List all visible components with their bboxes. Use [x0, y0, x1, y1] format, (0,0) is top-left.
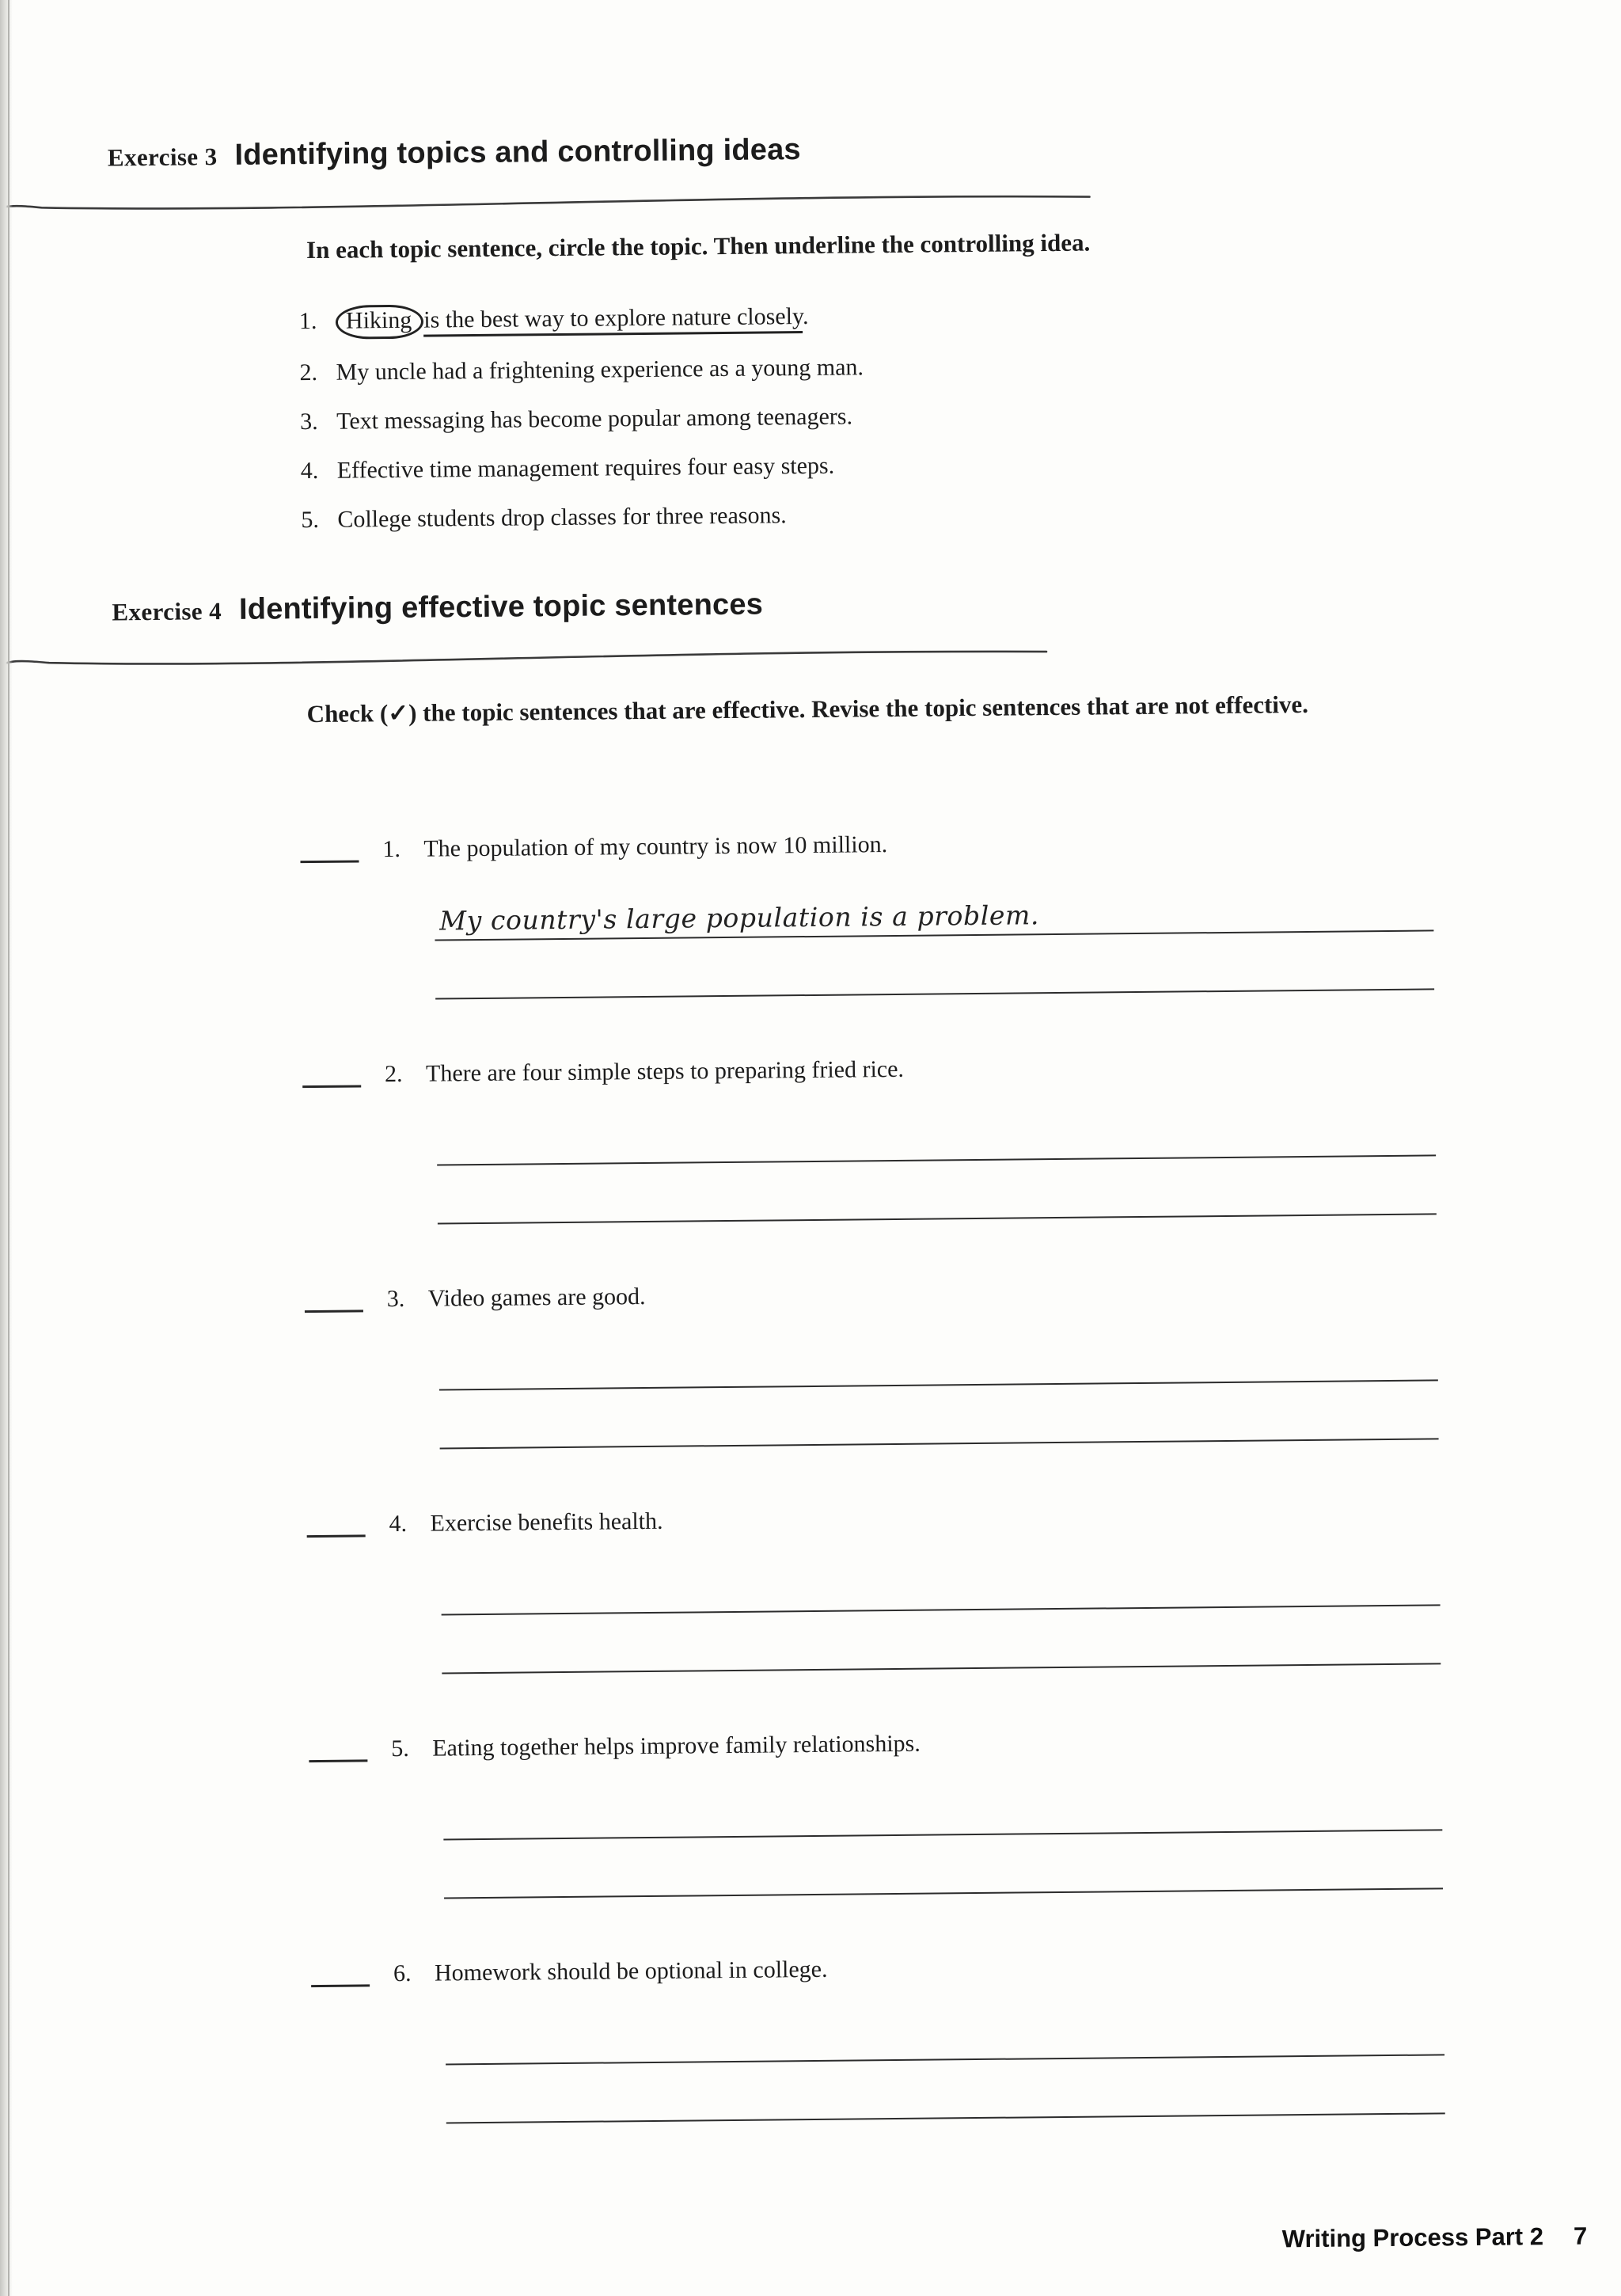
- answer-line: [443, 1829, 1442, 1840]
- check-blank: [302, 1085, 361, 1088]
- exercise3-heading: [108, 133, 801, 173]
- answer-line: [442, 1604, 1441, 1615]
- scan-edge-shadow: [0, 0, 13, 2296]
- heading-rule-line: [0, 639, 1057, 682]
- list-item: [299, 300, 864, 340]
- item-number: 3.: [386, 1285, 405, 1313]
- item-number: 5.: [391, 1735, 409, 1762]
- answer-line: [438, 1213, 1437, 1224]
- list-item: [300, 401, 864, 438]
- answer-line: [440, 1438, 1439, 1449]
- item-text: My uncle had a frightening experience as a young man.: [336, 354, 864, 386]
- sentence-text: Homework should be optional in college.: [434, 1956, 828, 1986]
- footer-section-label: Writing Process Part 2: [1281, 2222, 1544, 2253]
- scan-edge-line: [8, 0, 9, 2296]
- item-number: 2.: [384, 1060, 403, 1088]
- exercise4-title: Identifying effective topic sentences: [238, 587, 764, 626]
- item-text: Text messaging has become popular among teenagers.: [336, 403, 853, 435]
- exercise4-label: Exercise 4: [112, 597, 222, 626]
- item-number: 5.: [301, 506, 320, 534]
- answer-line: [435, 988, 1434, 999]
- sentence-text: The population of my country is now 10 million.: [423, 831, 888, 862]
- page-footer: [1282, 2222, 1588, 2254]
- exercise3-title: Identifying topics and controlling ideas: [234, 133, 801, 172]
- item-number: 4.: [300, 457, 319, 485]
- sentence-text: Video games are good.: [427, 1283, 646, 1312]
- check-blank: [300, 860, 359, 863]
- item-number: 6.: [393, 1960, 412, 1987]
- item-number: 2.: [299, 359, 318, 386]
- item-number: 1.: [382, 835, 401, 863]
- list-item: [301, 499, 865, 536]
- check-blank: [305, 1310, 363, 1313]
- page-number: 7: [1573, 2222, 1588, 2250]
- item-number: 1.: [298, 307, 317, 335]
- sentence-row: [0, 823, 1433, 869]
- checklist-item: [0, 823, 1435, 1062]
- check-blank: [307, 1534, 366, 1538]
- checklist-item: [2, 1273, 1440, 1511]
- underlined-controlling-idea: is the best way to explore nature closely: [423, 303, 803, 337]
- list-item: [301, 450, 865, 487]
- list-item: [299, 352, 864, 389]
- checklist-item: [0, 1048, 1437, 1287]
- circled-topic: Hiking: [336, 305, 424, 340]
- checklist-item: [3, 1498, 1441, 1736]
- answer-line: [442, 1663, 1441, 1674]
- answer-line: [444, 1887, 1443, 1899]
- item-number: 4.: [389, 1510, 408, 1538]
- sentence-text: There are four simple steps to preparing fried rice.: [425, 1055, 905, 1087]
- item-number: 3.: [300, 408, 318, 435]
- checklist-item: [6, 1723, 1444, 1961]
- answer-line: [435, 899, 1433, 941]
- exercise3-label: Exercise 3: [107, 143, 218, 172]
- sentence-period: .: [802, 302, 809, 330]
- answer-line: [439, 1379, 1438, 1390]
- answer-line: [446, 2054, 1444, 2065]
- sentence-text: Exercise benefits health.: [430, 1507, 663, 1537]
- effective-sentence-checklist: [0, 823, 1445, 2186]
- topic-sentence-list: [299, 300, 865, 553]
- answer-line: [437, 1154, 1436, 1165]
- item-text: College students drop classes for three reasons.: [337, 502, 787, 533]
- check-blank: [311, 1984, 370, 1987]
- item-text: Effective time management requires four easy steps.: [336, 452, 835, 484]
- handwritten-answer: My country's large population is a problem.: [439, 899, 1040, 937]
- exercise3-instruction: In each topic sentence, circle the topic. Then underline the controlling idea.: [306, 228, 1091, 264]
- checklist-item: [8, 1948, 1446, 2186]
- exercise4-heading: [112, 588, 763, 629]
- sentence-text: Eating together helps improve family relationships.: [432, 1730, 921, 1762]
- check-blank: [309, 1759, 367, 1762]
- item-text: [336, 301, 809, 340]
- exercise4-instruction: Check (✓) the topic sentences that are effective. Revise the topic sentences that are not effective.: [306, 690, 1309, 728]
- answer-line: [446, 2112, 1445, 2123]
